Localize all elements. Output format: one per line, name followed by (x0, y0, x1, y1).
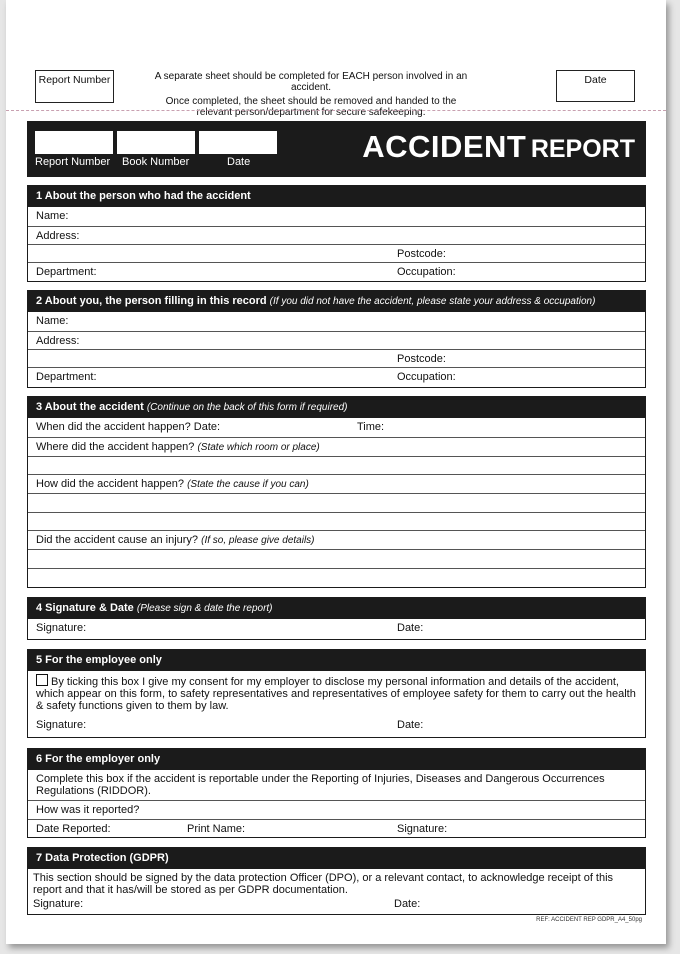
section-2-header (28, 291, 645, 312)
s3-where-label (36, 441, 320, 453)
s3-time-label: Time: (357, 421, 385, 433)
accident-report-form (6, 0, 666, 944)
instruction-line-1: A separate sheet should be completed for EACH person involved in an accident. (154, 71, 468, 93)
s6-intro-paragraph: Complete this box if the accident is reportable under the Reporting of Injuries, Diseases and Dangerous Occurrences Regulations (RIDDOR). (36, 773, 605, 797)
s3-injury-row[interactable] (28, 530, 645, 549)
s3-how-label (36, 478, 309, 490)
s7-signature-row[interactable] (28, 898, 645, 912)
section-1-header: 1 About the person who had the accident (28, 186, 645, 207)
banner-book-number-label: Book Number (122, 156, 190, 168)
s6-how-reported-label: How was it reported? (36, 804, 140, 816)
s3-how-note: (State the cause if you can) (187, 479, 309, 490)
s3-when-row[interactable] (28, 418, 645, 437)
s3-injury-line-1[interactable] (28, 549, 645, 568)
section-3-title: 3 About the accident (36, 401, 144, 413)
form-title-accident: ACCIDENT (362, 129, 527, 164)
s2-address-label: Address: (36, 335, 80, 347)
s2-name-row[interactable] (28, 312, 645, 331)
s6-how-reported-row[interactable] (28, 800, 645, 819)
s3-where-note: (State which room or place) (197, 442, 320, 453)
banner-date-label: Date (227, 156, 251, 168)
reference-code: REF: ACCIDENT REP GDPR_A4_50pg (536, 917, 642, 923)
s3-where-row[interactable] (28, 437, 645, 456)
s2-name-label: Name: (36, 315, 69, 327)
section-4-title: 4 Signature & Date (36, 602, 134, 614)
s1-department-row[interactable] (28, 262, 645, 280)
s2-postcode-label: Postcode: (397, 353, 446, 365)
report-number-box-label: Report Number (38, 74, 111, 86)
s7-text-paragraph: This section should be signed by the data protection Officer (DPO), or a relevant contact, to acknowledge receipt of this report and that it has/will be stored as per GDPR documentation. (33, 872, 614, 896)
s3-injury-text: Did the accident cause an injury? (36, 534, 199, 546)
s1-occupation-label: Occupation: (397, 266, 456, 278)
s3-where-text: Where did the accident happen? (36, 441, 195, 453)
form-title (362, 129, 635, 165)
section-3-header (28, 397, 645, 418)
banner-report-number-field[interactable] (35, 131, 113, 154)
section-6 (27, 748, 646, 838)
section-4 (27, 597, 646, 640)
section-4-header (28, 598, 645, 619)
s7-date-label: Date: (394, 898, 421, 910)
s1-address-label: Address: (36, 230, 80, 242)
section-1 (27, 185, 646, 282)
s1-name-row[interactable] (28, 207, 645, 226)
section-4-note: (Please sign & date the report) (136, 603, 273, 614)
s1-name-label: Name: (36, 210, 69, 222)
s3-how-row[interactable] (28, 474, 645, 493)
s2-department-row[interactable] (28, 367, 645, 385)
section-5 (27, 649, 646, 738)
s2-occupation-label: Occupation: (397, 371, 456, 383)
s5-consent-text: By ticking this box I give my consent for my employer to disclose my personal information and details of the accident, which appear on this form, to safety representatives and representatives of employee safety for them to carry out the health & safety functions given to them by law. (36, 676, 636, 712)
s1-postcode-row[interactable] (28, 244, 645, 262)
banner-report-number-label: Report Number (35, 156, 111, 168)
section-3 (27, 396, 646, 588)
instruction-line-2: Once completed, the sheet should be removed and handed to the (165, 96, 457, 107)
s5-signature-label: Signature: (36, 719, 87, 731)
date-box[interactable] (556, 70, 635, 102)
s2-department-label: Department: (36, 371, 97, 383)
s3-injury-label (36, 534, 315, 546)
s5-consent-paragraph (28, 671, 645, 716)
section-3-note: (Continue on the back of this form if required) (146, 402, 348, 413)
instruction-line-3: relevant person/department for secure safekeeping. (196, 107, 426, 118)
s2-postcode-row[interactable] (28, 349, 645, 367)
s1-postcode-label: Postcode: (397, 248, 446, 260)
s3-how-line-2[interactable] (28, 512, 645, 530)
section-2-title: 2 About you, the person filling in this record (36, 295, 267, 307)
title-banner (27, 121, 646, 177)
s6-print-name-label: Print Name: (187, 823, 246, 835)
s1-address-row[interactable] (28, 226, 645, 244)
s3-injury-note: (If so, please give details) (201, 535, 315, 546)
s3-where-line[interactable] (28, 456, 645, 474)
s6-date-reported-label: Date Reported: (36, 823, 111, 835)
consent-checkbox[interactable] (36, 674, 48, 686)
s4-signature-label: Signature: (36, 622, 87, 634)
banner-book-number-field[interactable] (117, 131, 195, 154)
s4-date-label: Date: (397, 622, 424, 634)
report-number-box[interactable] (35, 70, 114, 103)
s6-details-row[interactable] (28, 819, 645, 836)
s6-signature-label: Signature: (397, 823, 448, 835)
s3-how-text: How did the accident happen? (36, 478, 184, 490)
s3-how-line-1[interactable] (28, 493, 645, 512)
s3-when-label: When did the accident happen? Date: (36, 421, 221, 433)
section-2-note: (If you did not have the accident, please state your address & occupation) (269, 296, 596, 307)
banner-date-field[interactable] (199, 131, 277, 154)
section-7 (27, 847, 646, 915)
section-5-header: 5 For the employee only (28, 650, 645, 671)
s3-injury-line-2[interactable] (28, 568, 645, 585)
s5-date-label: Date: (397, 719, 424, 731)
s4-signature-row[interactable] (28, 619, 645, 638)
s5-signature-row[interactable] (28, 716, 645, 735)
form-title-report: REPORT (530, 135, 635, 163)
s1-department-label: Department: (36, 266, 97, 278)
date-box-label: Date (584, 74, 607, 86)
section-2 (27, 290, 646, 388)
s2-address-row[interactable] (28, 331, 645, 349)
perforation-line (6, 110, 666, 111)
section-7-header: 7 Data Protection (GDPR) (28, 848, 645, 869)
s7-signature-label: Signature: (33, 898, 84, 910)
section-6-header: 6 For the employer only (28, 749, 645, 770)
